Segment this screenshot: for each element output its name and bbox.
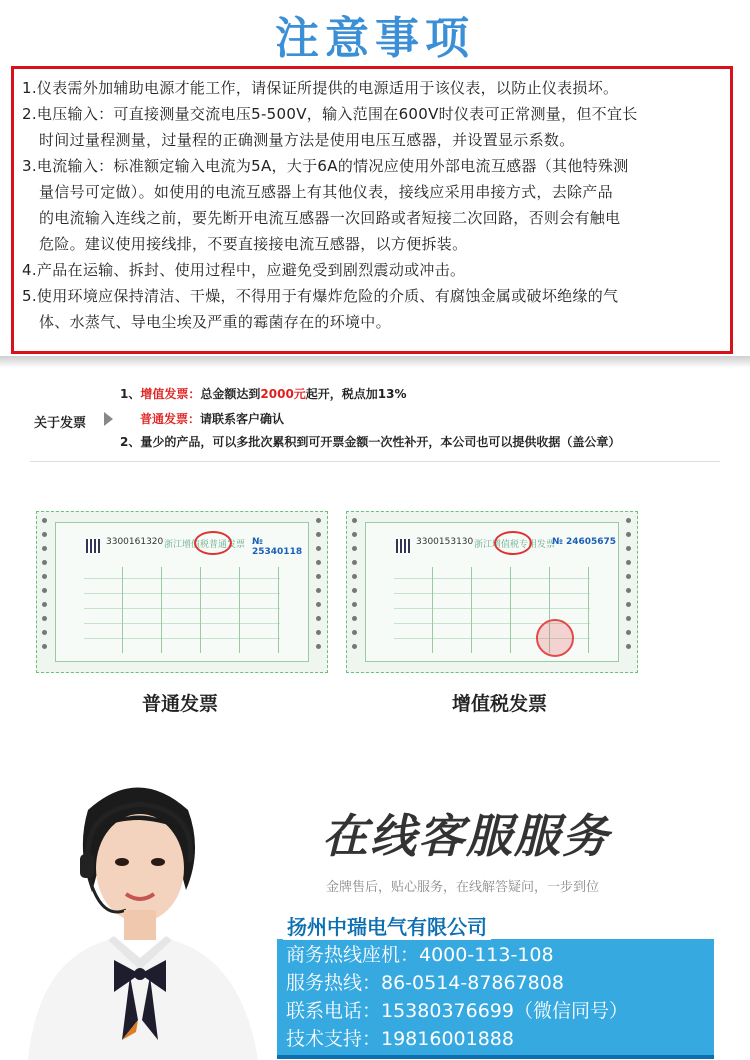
service-hotline: 服务热线：86-0514-87867808 [286,972,564,994]
company-name: 扬州中瑞电气有限公司 [283,911,491,940]
invoice-header: 浙江增值税普通发票 [164,540,246,550]
notice-item [22,283,720,309]
invoice-form [365,522,619,662]
highlight-oval [194,531,232,555]
divider-line [30,461,720,462]
invoice-vat-text-b: 起开，税点加13% [305,387,407,401]
notice-item [22,179,720,205]
invoice-table [84,567,280,653]
business-hotline: 商务热线座机：4000-113-108 [286,944,554,966]
page-title: 注意事项 [275,13,475,64]
vat-invoice-image [346,511,638,673]
notice-box [11,66,733,354]
tech-support: 技术支持：19816001888 [286,1028,514,1050]
invoice-code: 3300153130 [416,537,474,547]
perforation-right [315,518,323,666]
notice-item [22,231,720,257]
notice-text: 时间过量程测量，过量程的正确测量方法是使用电压互感器，并设置显示系数。 [39,131,575,149]
customer-service-agent-image [18,770,268,1060]
invoice-number: № 25340118 [252,537,303,557]
notice-number: 1. [22,79,37,97]
perforation-left [351,518,359,666]
notice-number: 5. [22,287,37,305]
invoice-line-batch: 2、量少的产品，可以多批次累积到可开票金额一次性补开，本公司也可以提供收据（盖公章） [120,435,621,449]
notice-text: 电压输入：可直接测量交流电压5-500V，输入范围在600V时仪表可正常测量，但不宜长 [36,105,638,123]
notice-text: 产品在运输、拆封、使用过程中，应避免受到剧烈震动或冲击。 [36,261,466,279]
invoice-vat-label: 增值发票： [140,387,201,401]
contact-box [277,909,714,1059]
section-divider [0,356,750,368]
invoice-vat-amount: 2000元 [260,387,306,401]
notice-text: 仪表需外加辅助电源才能工作，请保证所提供的电源适用于该仪表，以防止仪表损坏。 [36,79,619,97]
invoice-code: 3300161320 [106,537,164,547]
notice-item [22,309,720,335]
invoice-line-prefix: 1、 [120,387,141,401]
caption-normal-invoice: 普通发票 [142,693,219,715]
invoice-normal-label: 普通发票： [140,412,201,426]
invoice-label: 关于发票 [34,416,87,431]
contact-phone: 联系电话：15380376699（微信同号） [286,1000,628,1022]
invoice-line-vat [120,385,407,402]
caption-vat-invoice: 增值税发票 [452,693,548,715]
invoice-number: № 24605675 [552,537,617,547]
invoice-header: 浙江增值税专用发票 [474,540,556,550]
notice-item [22,153,720,179]
notice-item [22,101,720,127]
notice-number: 3. [22,157,37,175]
invoice-vat-text-a: 总金额达到 [200,387,261,401]
notice-text: 体、水蒸气、导电尘埃及严重的霉菌存在的环境中。 [39,313,391,331]
invoice-form [55,522,309,662]
notice-text: 量信号可定做）。如使用的电流互感器上有其他仪表，接线应采用串接方式，去除产品 [39,183,613,201]
notice-number: 2. [22,105,37,123]
notice-item [22,75,720,101]
notice-item [22,257,720,283]
notice-text: 电流输入：标准额定输入电流为5A，大于6A的情况应使用外部电流互感器（其他特殊测 [36,157,629,175]
notice-number: 4. [22,261,37,279]
perforation-right [625,518,633,666]
qr-code-icon [396,539,410,553]
service-title: 在线客服服务 [322,809,610,863]
company-seal-icon [536,619,574,657]
normal-invoice-image [36,511,328,673]
notice-list [14,69,730,335]
highlight-oval [494,531,532,555]
notice-item [22,127,720,153]
arrow-right-icon [104,412,113,426]
notice-text: 使用环境应保持清洁、干燥，不得用于有爆炸危险的介质、有腐蚀金属或破坏绝缘的气 [36,287,619,305]
notice-item [22,205,720,231]
service-subtitle: 金牌售后，贴心服务，在线解答疑问，一步到位 [326,880,600,895]
qr-code-icon [86,539,100,553]
perforation-left [41,518,49,666]
notice-text: 的电流输入连线之前，要先断开电流互感器一次回路或者短接二次回路，否则会有触电 [39,209,621,227]
invoice-line-normal [140,410,284,427]
invoice-normal-text: 请联系客户确认 [200,412,285,426]
notice-text: 危险。建议使用接线排，不要直接接电流互感器，以方便拆装。 [39,235,468,253]
